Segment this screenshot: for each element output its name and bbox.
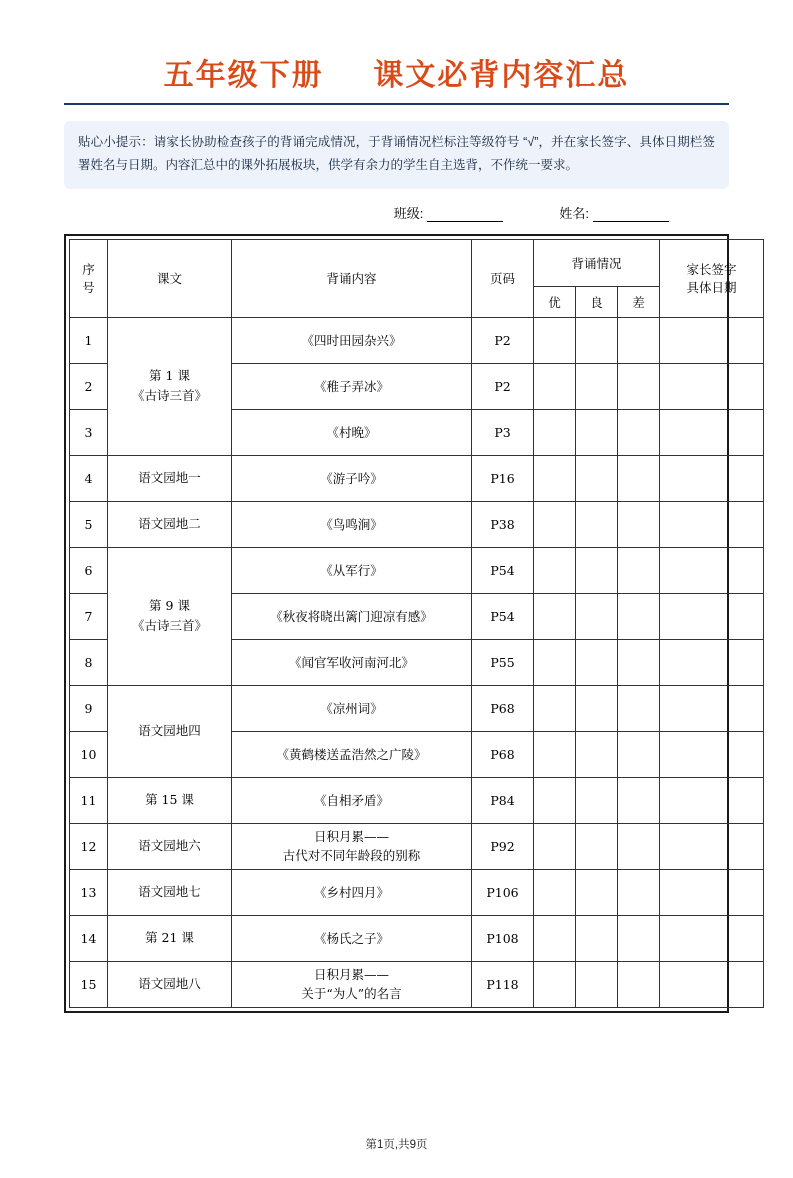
- cell-content: 《乡村四月》: [232, 869, 472, 915]
- cell-lesson: 语文园地二: [108, 501, 232, 547]
- cell-content: 《游子吟》: [232, 455, 472, 501]
- header-status-level-2: 差: [618, 286, 660, 317]
- cell-page: P68: [472, 731, 534, 777]
- cell-index: 5: [70, 501, 108, 547]
- cell-status-poor[interactable]: [618, 317, 660, 363]
- class-label: 班级:: [393, 205, 424, 221]
- cell-status-poor[interactable]: [618, 823, 660, 869]
- cell-signature[interactable]: [660, 777, 764, 823]
- cell-index: 13: [70, 869, 108, 915]
- document-page: [0, 56, 793, 1178]
- name-field[interactable]: [559, 203, 669, 222]
- cell-page: P16: [472, 455, 534, 501]
- cell-content: 《四时田园杂兴》: [232, 317, 472, 363]
- cell-status-good[interactable]: [576, 685, 618, 731]
- cell-content: 日积月累—— 古代对不同年龄段的别称: [232, 823, 472, 869]
- cell-index: 15: [70, 961, 108, 1007]
- cell-signature[interactable]: [660, 593, 764, 639]
- name-label: 姓名:: [559, 205, 589, 221]
- cell-status-poor[interactable]: [618, 547, 660, 593]
- header-page: 页码: [472, 239, 534, 317]
- cell-signature[interactable]: [660, 869, 764, 915]
- cell-status-excellent[interactable]: [534, 823, 576, 869]
- cell-page: P108: [472, 915, 534, 961]
- cell-page: P68: [472, 685, 534, 731]
- cell-signature[interactable]: [660, 731, 764, 777]
- table-row: [70, 915, 764, 961]
- cell-page: P106: [472, 869, 534, 915]
- cell-page: P55: [472, 639, 534, 685]
- cell-index: 1: [70, 317, 108, 363]
- cell-status-good[interactable]: [576, 547, 618, 593]
- cell-index: 7: [70, 593, 108, 639]
- cell-status-excellent[interactable]: [534, 777, 576, 823]
- table-row: [70, 777, 764, 823]
- cell-status-excellent[interactable]: [534, 501, 576, 547]
- cell-signature[interactable]: [660, 823, 764, 869]
- cell-signature[interactable]: [660, 639, 764, 685]
- cell-status-poor[interactable]: [618, 915, 660, 961]
- tip-box: [64, 121, 729, 189]
- cell-index: 10: [70, 731, 108, 777]
- cell-status-good[interactable]: [576, 455, 618, 501]
- cell-status-good[interactable]: [576, 915, 618, 961]
- tip-lead: 贴心小提示：: [78, 134, 154, 149]
- cell-status-excellent[interactable]: [534, 547, 576, 593]
- header-status-level-1: 良: [576, 286, 618, 317]
- cell-lesson: 语文园地七: [108, 869, 232, 915]
- cell-lesson: 语文园地六: [108, 823, 232, 869]
- table-row: [70, 547, 764, 593]
- cell-page: P38: [472, 501, 534, 547]
- header-status: 背诵情况: [534, 239, 660, 286]
- cell-signature[interactable]: [660, 317, 764, 363]
- table-row: [70, 685, 764, 731]
- cell-status-poor[interactable]: [618, 363, 660, 409]
- recitation-table: [69, 239, 764, 1008]
- cell-status-good[interactable]: [576, 961, 618, 1007]
- cell-page: P92: [472, 823, 534, 869]
- cell-signature[interactable]: [660, 915, 764, 961]
- cell-status-good[interactable]: [576, 823, 618, 869]
- cell-status-poor[interactable]: [618, 777, 660, 823]
- cell-lesson: 第 15 课: [108, 777, 232, 823]
- cell-status-excellent[interactable]: [534, 731, 576, 777]
- cell-status-poor[interactable]: [618, 869, 660, 915]
- cell-lesson: 语文园地八: [108, 961, 232, 1007]
- cell-page: P54: [472, 547, 534, 593]
- cell-status-good[interactable]: [576, 501, 618, 547]
- table-header-row: [70, 239, 764, 286]
- header-sign: 家长签字 具体日期: [660, 239, 764, 317]
- cell-content: 《村晚》: [232, 409, 472, 455]
- cell-page: P118: [472, 961, 534, 1007]
- header-text: 课文: [108, 239, 232, 317]
- table-row: [70, 961, 764, 1007]
- page-footer: 第1页,共9页: [365, 1139, 428, 1151]
- cell-page: P84: [472, 777, 534, 823]
- cell-signature[interactable]: [660, 961, 764, 1007]
- table-row: [70, 823, 764, 869]
- name-blank[interactable]: [593, 207, 669, 222]
- cell-content: 《鸟鸣涧》: [232, 501, 472, 547]
- cell-index: 12: [70, 823, 108, 869]
- cell-status-poor[interactable]: [618, 731, 660, 777]
- cell-lesson: 语文园地四: [108, 685, 232, 777]
- cell-status-excellent[interactable]: [534, 639, 576, 685]
- class-field[interactable]: [394, 203, 504, 222]
- cell-signature[interactable]: [660, 363, 764, 409]
- cell-status-good[interactable]: [576, 731, 618, 777]
- cell-lesson: 第 21 课: [108, 915, 232, 961]
- cell-status-poor[interactable]: [618, 685, 660, 731]
- form-fields: [64, 203, 729, 222]
- tip-body: 请家长协助检查孩子的背诵完成情况，于背诵情况栏标注等级符号 “√”，并在家长签字、具体日期栏签署姓名与日期。内容汇总中的课外拓展板块，供学有余力的学生自主选背，不作统一要求。: [78, 134, 715, 172]
- cell-index: 6: [70, 547, 108, 593]
- cell-status-excellent[interactable]: [534, 869, 576, 915]
- cell-status-excellent[interactable]: [534, 685, 576, 731]
- cell-lesson: 第 1 课 《古诗三首》: [108, 317, 232, 455]
- cell-content: 《从军行》: [232, 547, 472, 593]
- cell-signature[interactable]: [660, 455, 764, 501]
- cell-status-poor[interactable]: [618, 593, 660, 639]
- cell-status-excellent[interactable]: [534, 317, 576, 363]
- cell-index: 8: [70, 639, 108, 685]
- page-title: 五年级下册 课文必背内容汇总: [163, 58, 630, 93]
- cell-lesson: 第 9 课 《古诗三首》: [108, 547, 232, 685]
- cell-status-good[interactable]: [576, 869, 618, 915]
- header-status-level-0: 优: [534, 286, 576, 317]
- cell-index: 11: [70, 777, 108, 823]
- cell-status-good[interactable]: [576, 593, 618, 639]
- cell-content: 《稚子弄冰》: [232, 363, 472, 409]
- cell-content: 《自相矛盾》: [232, 777, 472, 823]
- cell-status-poor[interactable]: [618, 501, 660, 547]
- cell-page: P2: [472, 317, 534, 363]
- cell-status-excellent[interactable]: [534, 593, 576, 639]
- cell-status-good[interactable]: [576, 363, 618, 409]
- cell-content: 《凉州词》: [232, 685, 472, 731]
- header-index: 序 号: [70, 239, 108, 317]
- cell-page: P2: [472, 363, 534, 409]
- cell-page: P54: [472, 593, 534, 639]
- title-block: [64, 56, 729, 105]
- class-blank[interactable]: [427, 207, 503, 222]
- cell-index: 2: [70, 363, 108, 409]
- cell-content: 《秋夜将晓出篱门迎凉有感》: [232, 593, 472, 639]
- cell-content: 《闻官军收河南河北》: [232, 639, 472, 685]
- header-content: 背诵内容: [232, 239, 472, 317]
- cell-content: 《黄鹤楼送孟浩然之广陵》: [232, 731, 472, 777]
- cell-signature[interactable]: [660, 685, 764, 731]
- cell-signature[interactable]: [660, 409, 764, 455]
- cell-status-poor[interactable]: [618, 639, 660, 685]
- cell-status-good[interactable]: [576, 409, 618, 455]
- cell-status-excellent[interactable]: [534, 409, 576, 455]
- cell-lesson: 语文园地一: [108, 455, 232, 501]
- cell-status-good[interactable]: [576, 317, 618, 363]
- table-row: [70, 455, 764, 501]
- cell-status-poor[interactable]: [618, 961, 660, 1007]
- table-row: [70, 869, 764, 915]
- cell-page: P3: [472, 409, 534, 455]
- cell-content: 日积月累—— 关于“为人”的名言: [232, 961, 472, 1007]
- cell-content: 《杨氏之子》: [232, 915, 472, 961]
- cell-status-excellent[interactable]: [534, 455, 576, 501]
- cell-index: 3: [70, 409, 108, 455]
- cell-index: 4: [70, 455, 108, 501]
- cell-index: 14: [70, 915, 108, 961]
- recitation-table-frame: [64, 234, 737, 1013]
- table-row: [70, 501, 764, 547]
- cell-signature[interactable]: [660, 501, 764, 547]
- cell-signature[interactable]: [660, 547, 764, 593]
- cell-status-good[interactable]: [576, 777, 618, 823]
- cell-status-excellent[interactable]: [534, 961, 576, 1007]
- cell-index: 9: [70, 685, 108, 731]
- cell-status-good[interactable]: [576, 639, 618, 685]
- cell-status-excellent[interactable]: [534, 915, 576, 961]
- table-row: [70, 317, 764, 363]
- cell-status-poor[interactable]: [618, 409, 660, 455]
- cell-status-poor[interactable]: [618, 455, 660, 501]
- cell-status-excellent[interactable]: [534, 363, 576, 409]
